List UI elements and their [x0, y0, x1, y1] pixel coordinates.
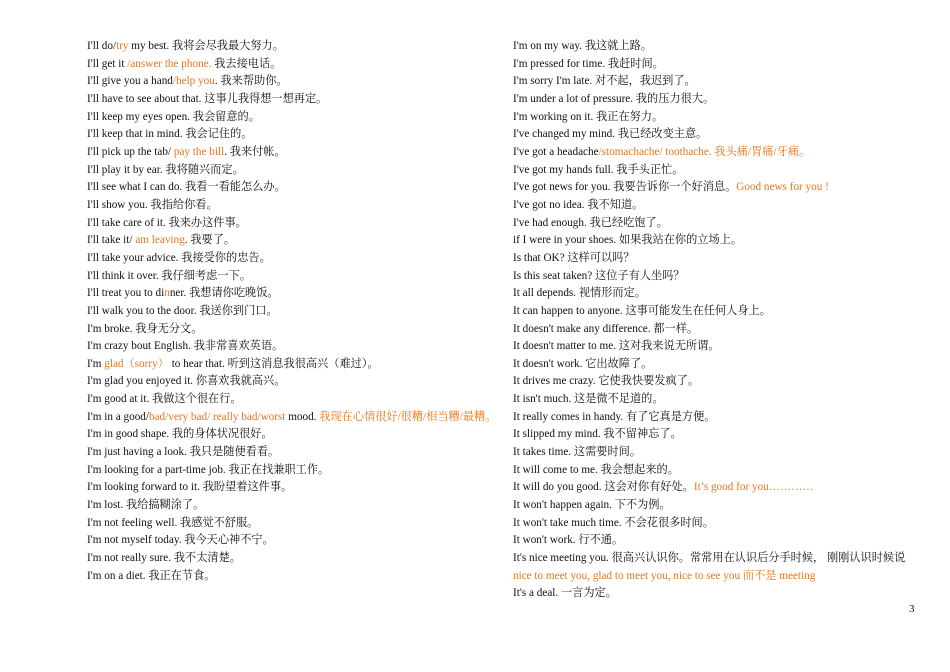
phrase-text: Is this seat taken? 这位子有人坐吗？ — [513, 269, 685, 282]
phrase-line — [87, 91, 487, 109]
phrase-line — [87, 232, 487, 250]
phrase-line — [513, 197, 925, 215]
phrase-line — [513, 303, 925, 321]
phrase-line — [513, 479, 925, 497]
phrase-line — [87, 426, 487, 444]
phrase-line — [87, 197, 487, 215]
phrase-line — [513, 585, 925, 603]
phrase-line — [87, 532, 487, 550]
phrase-text: I'll show you. 我指给你看。 — [87, 198, 218, 211]
phrase-text: It's nice meeting you. 很高兴认识你。常常用在认识后分手时候， 刚刚认识时候说 — [513, 552, 906, 565]
left-column — [87, 38, 497, 585]
phrase-text: It can happen to anyone. 这事可能发生在任何人身上。 — [513, 304, 771, 317]
phrase-line — [87, 409, 497, 427]
phrase-line — [513, 73, 925, 91]
phrase-text: It slipped my mind. 我不留神忘了。 — [513, 428, 682, 441]
phrase-line — [513, 56, 925, 74]
phrase-text: I'm good at it. 我做这个很在行。 — [87, 393, 242, 406]
phrase-text: . 我来付帐。 — [224, 145, 286, 158]
phrase-line — [513, 391, 925, 409]
phrase-text: I'm not really sure. 我不太清楚。 — [87, 552, 241, 565]
phrase-text: I'll see what I can do. 我看一看能怎么办。 — [87, 181, 286, 194]
phrase-line — [513, 338, 925, 356]
phrase-text: I'll take it/ — [87, 234, 136, 247]
phrase-text: I'm on my way. 我这就上路。 — [513, 40, 652, 52]
phrase-text: I'm on a diet. 我正在节食。 — [87, 569, 216, 582]
phrase-text: I'm pressed for time. 我赶时间。 — [513, 57, 664, 70]
phrase-text: It really comes in handy. 有了它真是方便。 — [513, 410, 716, 423]
phrase-line — [87, 162, 487, 180]
phrase-text: I'll treat you to di — [87, 287, 165, 300]
phrase-text: I'm not feeling well. 我感觉不舒服。 — [87, 516, 259, 529]
phrase-text: I'll think it over. 我仔细考虑一下。 — [87, 269, 251, 282]
phrase-line — [513, 268, 925, 286]
phrase-line — [513, 444, 925, 462]
phrase-text: It won't work. 行不通。 — [513, 534, 624, 547]
highlighted-text: /help you — [172, 75, 215, 88]
highlighted-text: 我现在心情很好/很糟/相当糟/最糟。 — [319, 410, 497, 423]
highlighted-text: n — [164, 287, 170, 300]
phrase-text: I'll get it — [87, 57, 128, 70]
phrase-line — [87, 338, 487, 356]
phrase-line — [513, 215, 925, 233]
phrase-line — [87, 550, 487, 568]
phrase-text: I'm crazy bout English. 我非常喜欢英语。 — [87, 340, 284, 353]
phrase-text: I'm working on it. 我正在努力。 — [513, 110, 664, 123]
phrase-line — [87, 303, 487, 321]
phrase-text: I've got my hands full. 我手头正忙。 — [513, 163, 684, 176]
phrase-line — [87, 321, 487, 339]
phrase-text: I'm looking for a part-time job. 我正在找兼职工作。 — [87, 463, 330, 476]
phrase-text: I'll keep that in mind. 我会记住的。 — [87, 128, 253, 141]
highlighted-text: am leaving — [135, 234, 185, 247]
right-column — [513, 38, 925, 603]
highlighted-text: /answer the phone. — [127, 57, 212, 70]
phrase-line — [513, 126, 925, 144]
phrase-line — [513, 321, 925, 339]
phrase-text: I'll keep my eyes open. 我会留意的。 — [87, 110, 260, 123]
phrase-text: I've got news for you. 我要告诉你一个好消息。 — [513, 181, 737, 194]
phrase-line — [513, 515, 925, 533]
phrase-line — [87, 515, 487, 533]
phrase-text: I'll walk you to the door. 我送你到门口。 — [87, 304, 278, 317]
phrase-text: ner. 我想请你吃晚饭。 — [169, 287, 279, 300]
phrase-text: if I were in your shoes. 如果我站在你的立场上。 — [513, 234, 743, 247]
phrase-text: I've had enough. 我已经吃饱了。 — [513, 216, 668, 229]
phrase-text: I'm glad you enjoyed it. 你喜欢我就高兴。 — [87, 375, 286, 388]
phrase-line — [87, 109, 487, 127]
phrase-text: I'll have to see about that. 这事儿我得想一想再定。 — [87, 92, 328, 105]
phrase-text: I'll do/ — [87, 40, 117, 52]
phrase-line — [87, 356, 487, 374]
phrase-line — [513, 285, 925, 303]
phrase-line — [513, 179, 925, 197]
phrase-line — [513, 497, 925, 515]
phrase-line — [87, 73, 487, 91]
phrase-text: It doesn't matter to me. 这对我来说无所谓。 — [513, 340, 720, 353]
phrase-text: I'm lost. 我给搞糊涂了。 — [87, 499, 205, 512]
phrase-line — [87, 391, 487, 409]
phrase-line — [513, 232, 925, 250]
phrase-text: It won't happen again. 下不为例。 — [513, 499, 671, 512]
phrase-text: I've got no idea. 我不知道。 — [513, 198, 644, 211]
phrase-text: I'm not myself today. 我今天心神不宁。 — [87, 534, 274, 547]
phrase-text: It isn't much. 这是微不足道的。 — [513, 393, 664, 406]
phrase-line — [513, 409, 925, 427]
phrase-text: It won't take much time. 不会花很多时间。 — [513, 516, 714, 529]
phrase-text: It takes time. 这需要时间。 — [513, 446, 642, 459]
highlighted-text: bad/very bad/ really bad/worst — [149, 410, 286, 423]
highlighted-text: nice to meet you, glad to meet you, nice to see you 而不是 meeting — [513, 569, 816, 582]
phrase-text: It drives me crazy. 它使我快要发疯了。 — [513, 375, 700, 388]
phrase-text: mood. — [285, 410, 320, 423]
phrase-text: I'm in good shape. 我的身体状况很好。 — [87, 428, 273, 441]
phrase-text: . 我要了。 — [184, 234, 236, 247]
phrase-text: It all depends. 视情形而定。 — [513, 287, 646, 300]
highlighted-text: It’s good for you………… — [693, 481, 814, 494]
phrase-line — [87, 144, 487, 162]
phrase-line — [513, 109, 925, 127]
phrase-text: I've changed my mind. 我已经改变主意。 — [513, 128, 708, 141]
phrase-text: I'll pick up the tab/ — [87, 145, 174, 158]
phrase-text: I've got a headache — [513, 145, 599, 158]
highlighted-text: Good news for you ! — [736, 181, 829, 194]
phrase-text: It doesn't make any difference. 都一样。 — [513, 322, 699, 335]
phrase-text: I'll give you a hand — [87, 75, 173, 88]
page-number: 3 — [909, 603, 915, 615]
phrase-text: 我去接电话。 — [211, 57, 282, 70]
phrase-text: Is that OK? 这样可以吗？ — [513, 251, 635, 264]
phrase-line — [87, 497, 487, 515]
phrase-line — [87, 268, 487, 286]
phrase-line — [513, 38, 925, 56]
highlighted-text: /stomachache/ toothache. 我头痛/胃痛/牙痛。 — [598, 145, 811, 158]
phrase-line — [513, 462, 925, 480]
phrase-text: I'm sorry I'm late. 对不起，我迟到了。 — [513, 75, 696, 88]
phrase-text: It doesn't work. 它出故障了。 — [513, 357, 653, 370]
phrase-line — [513, 426, 925, 444]
phrase-line — [87, 479, 487, 497]
phrase-line — [513, 550, 925, 585]
phrase-text: I'm broke. 我身无分文。 — [87, 322, 203, 335]
phrase-line — [87, 568, 487, 586]
phrase-line — [87, 373, 487, 391]
phrase-line — [513, 162, 925, 180]
phrase-line — [513, 144, 925, 162]
highlighted-text: try — [116, 40, 129, 52]
phrase-line — [87, 56, 487, 74]
phrase-line — [87, 285, 487, 303]
phrase-text: . 我来帮助你。 — [214, 75, 288, 88]
phrase-line — [87, 38, 487, 56]
phrase-text: my best. 我将会尽我最大努力。 — [128, 40, 284, 52]
phrase-line — [87, 462, 487, 480]
phrase-line — [87, 250, 487, 268]
phrase-line — [513, 373, 925, 391]
phrase-text: I'm looking forward to it. 我盼望着这件事。 — [87, 481, 293, 494]
phrase-line — [513, 532, 925, 550]
phrase-line — [87, 215, 487, 233]
phrase-line — [87, 126, 487, 144]
phrase-text: I'm under a lot of pressure. 我的压力很大。 — [513, 92, 715, 105]
phrase-text: to hear that. 听到这消息我很高兴（难过）。 — [168, 357, 379, 370]
phrase-line — [87, 179, 487, 197]
phrase-text: It will come to me. 我会想起来的。 — [513, 463, 679, 476]
phrase-text: I'll play it by ear. 我将随兴而定。 — [87, 163, 244, 176]
phrase-text: I'm in a good/ — [87, 410, 149, 423]
phrase-text: I'll take your advice. 我接受你的忠告。 — [87, 251, 271, 264]
phrase-line — [513, 91, 925, 109]
phrase-line — [513, 356, 925, 374]
phrase-text: I'll take care of it. 我来办这件事。 — [87, 216, 247, 229]
highlighted-text: glad（sorry） — [104, 357, 169, 370]
phrase-line — [87, 444, 487, 462]
phrase-line — [513, 250, 925, 268]
phrase-text: I'm — [87, 357, 105, 370]
phrase-text: It's a deal. 一言为定。 — [513, 587, 617, 600]
phrase-text: I'm just having a look. 我只是随便看看。 — [87, 446, 280, 459]
phrase-text: It will do you good. 这会对你有好处。 — [513, 481, 694, 494]
highlighted-text: pay the bill — [173, 145, 225, 158]
